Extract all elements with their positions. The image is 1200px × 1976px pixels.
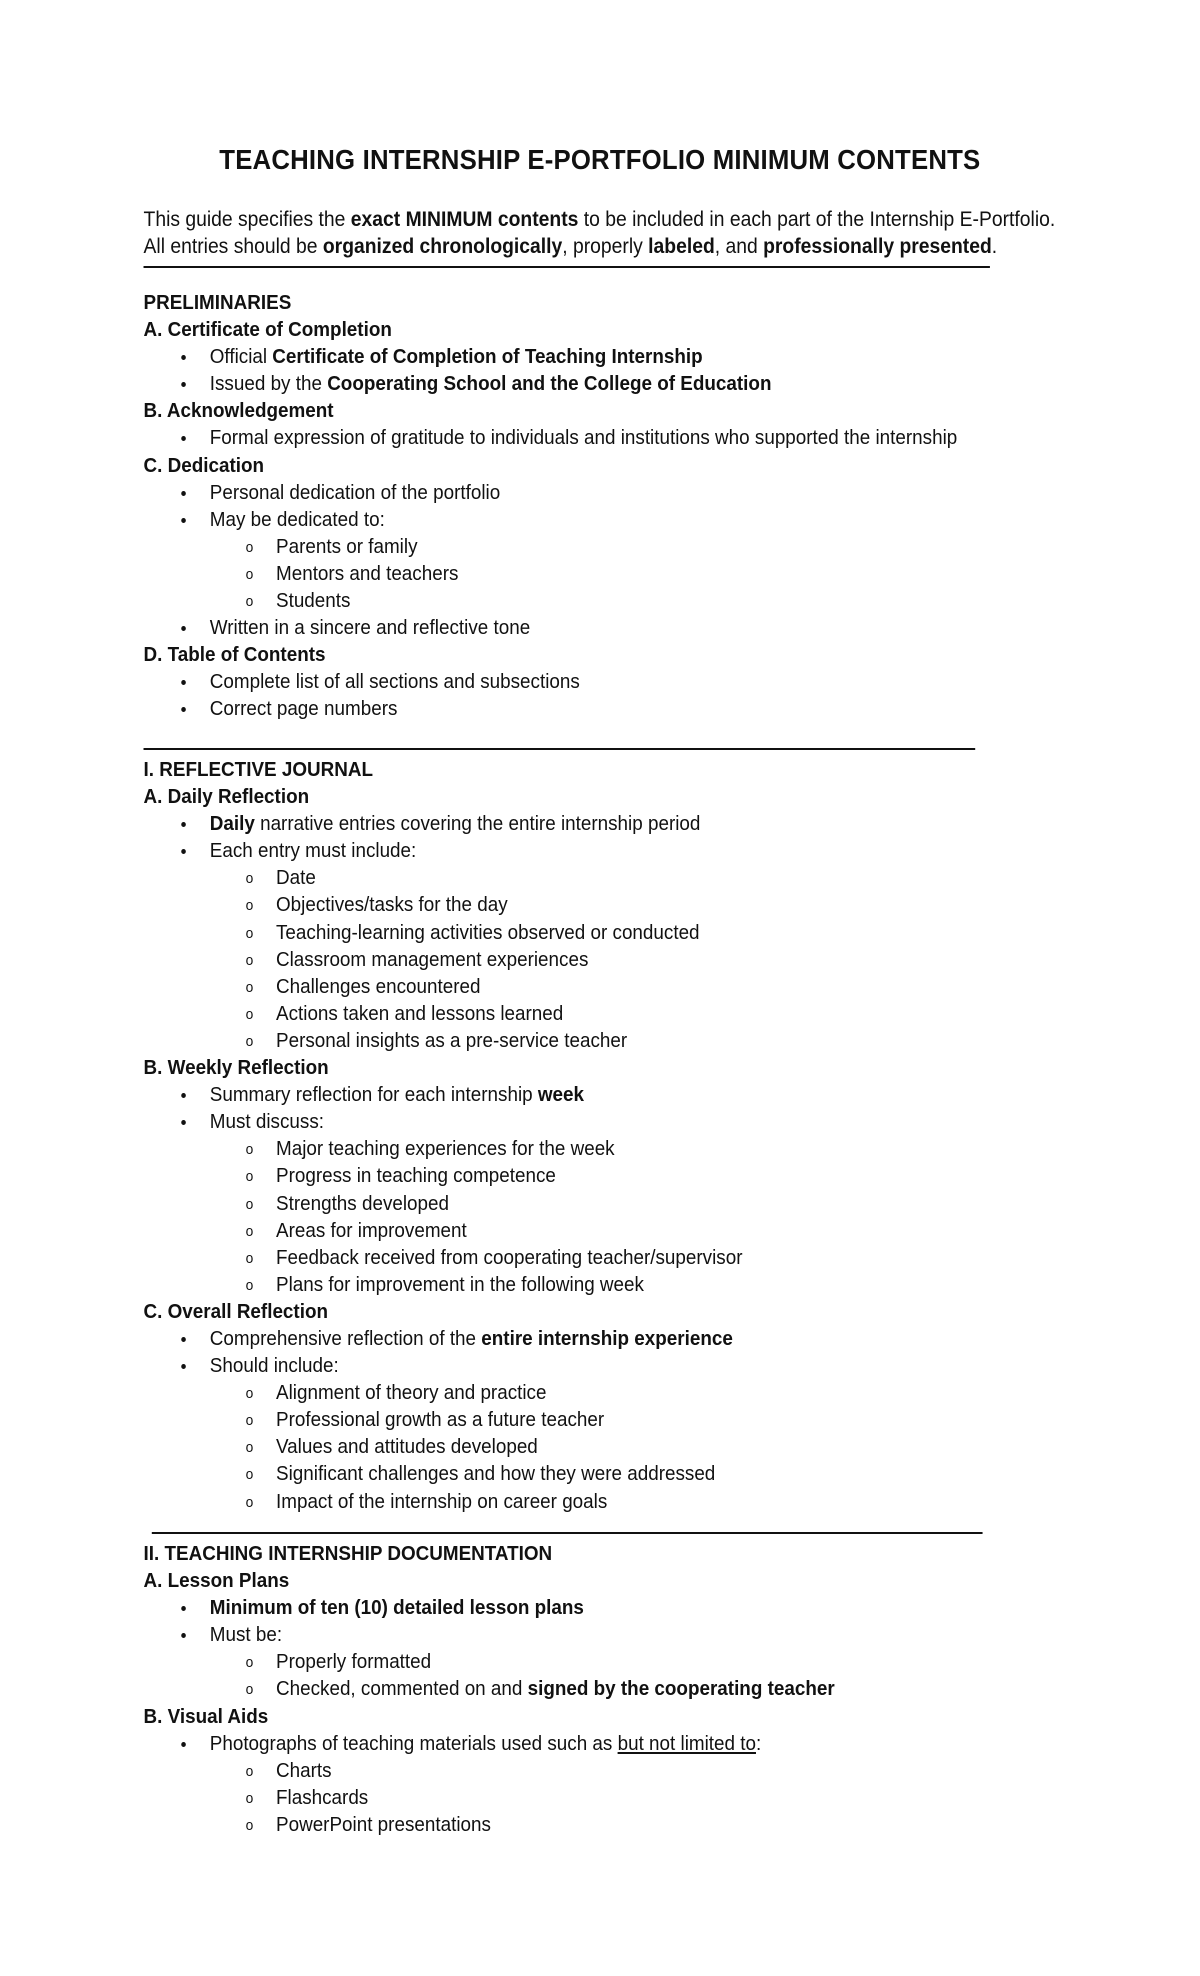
sub-list-item: o Properly formatted [144, 1648, 835, 1675]
divider-intro [144, 266, 990, 268]
list-item: Personal dedication of the portfolio [144, 479, 958, 506]
section-internship-documentation [144, 1540, 835, 1838]
sub-list-item: o Actions taken and lessons learned [144, 1000, 743, 1027]
list-item: Written in a sincere and reflective tone [144, 614, 958, 641]
list-item: Minimum of ten (10) detailed lesson plans [144, 1594, 835, 1621]
sub-list-item: o Strengths developed [144, 1190, 743, 1217]
list-item: Each entry must include: [144, 837, 743, 864]
list-item: Comprehensive reflection of the entire internship experience [144, 1325, 743, 1352]
list-item: Correct page numbers [144, 695, 958, 722]
list-item: Formal expression of gratitude to individuals and institutions who supported the internship [144, 424, 958, 451]
subsection-heading: B. Visual Aids [143, 1704, 269, 1728]
divider-preliminaries [144, 748, 976, 750]
section-reflective-journal [144, 756, 743, 1515]
sub-list-item: o Values and attitudes developed [144, 1433, 743, 1460]
intro-line-2: All entries should be organized chronologically, properly labeled, and professionally presented. [143, 235, 998, 258]
section-heading: II. TEACHING INTERNSHIP DOCUMENTATION [143, 1542, 553, 1565]
list-item: Official Certificate of Completion of Teaching Internship [144, 343, 958, 370]
subsection-heading: D. Table of Contents [143, 643, 326, 667]
list-item: Must be: [144, 1621, 835, 1648]
document-title: TEACHING INTERNSHIP E-PORTFOLIO MINIMUM CONTENTS [219, 144, 981, 175]
sub-list-item: o Feedback received from cooperating teacher/supervisor [144, 1244, 743, 1271]
sub-list-item: o Flashcards [144, 1784, 835, 1811]
subsection-heading: A. Lesson Plans [143, 1569, 290, 1593]
sub-list-item: o Impact of the internship on career goals [144, 1488, 743, 1515]
list-item: May be dedicated to: [144, 506, 958, 533]
intro-line-1: This guide specifies the exact MINIMUM contents to be included in each part of the Internship E-Portfolio. [143, 208, 1056, 231]
sub-list-item: o Progress in teaching competence [144, 1162, 743, 1189]
list-item: Summary reflection for each internship week [144, 1081, 743, 1108]
sub-list-item: o Date [144, 864, 743, 891]
sub-list-item: o Areas for improvement [144, 1217, 743, 1244]
list-item: Should include: [144, 1352, 743, 1379]
sub-list-item: o Students [144, 587, 958, 614]
list-item: Complete list of all sections and subsections [144, 668, 958, 695]
list-item: Daily narrative entries covering the entire internship period [144, 810, 743, 837]
sub-list-item: o Objectives/tasks for the day [144, 891, 743, 918]
list-item: Photographs of teaching materials used such as but not limited to: [144, 1730, 835, 1757]
subsection-heading: C. Dedication [143, 453, 265, 477]
section-heading: I. REFLECTIVE JOURNAL [143, 758, 374, 781]
list-item: Must discuss: [144, 1108, 743, 1135]
sub-list-item: o Alignment of theory and practice [144, 1379, 743, 1406]
sub-list-item: o Parents or family [144, 533, 958, 560]
sub-list-item: o Checked, commented on and signed by the cooperating teacher [144, 1675, 835, 1702]
section-preliminaries [144, 289, 958, 723]
sub-list-item: o Plans for improvement in the following week [144, 1271, 743, 1298]
sub-list-item: o Teaching-learning activities observed or conducted [144, 919, 743, 946]
sub-list-item: o Challenges encountered [144, 973, 743, 1000]
subsection-heading: A. Daily Reflection [143, 785, 310, 809]
sub-list-item: o Charts [144, 1757, 835, 1784]
intro-paragraph [144, 206, 1056, 260]
list-item: Issued by the Cooperating School and the College of Education [144, 370, 958, 397]
sub-list-item: o Classroom management experiences [144, 946, 743, 973]
sub-list-item: o Professional growth as a future teacher [144, 1406, 743, 1433]
sub-list-item: o Mentors and teachers [144, 560, 958, 587]
divider-reflective-journal [152, 1532, 983, 1534]
subsection-heading: B. Acknowledgement [143, 399, 334, 423]
section-heading: PRELIMINARIES [143, 291, 292, 314]
sub-list-item: o Major teaching experiences for the week [144, 1135, 743, 1162]
subsection-heading: C. Overall Reflection [143, 1299, 328, 1323]
sub-list-item: o Personal insights as a pre-service teacher [144, 1027, 743, 1054]
subsection-heading: B. Weekly Reflection [143, 1056, 329, 1080]
sub-list-item: o Significant challenges and how they were addressed [144, 1460, 743, 1487]
sub-list-item: o PowerPoint presentations [144, 1811, 835, 1838]
subsection-heading: A. Certificate of Completion [143, 318, 392, 342]
